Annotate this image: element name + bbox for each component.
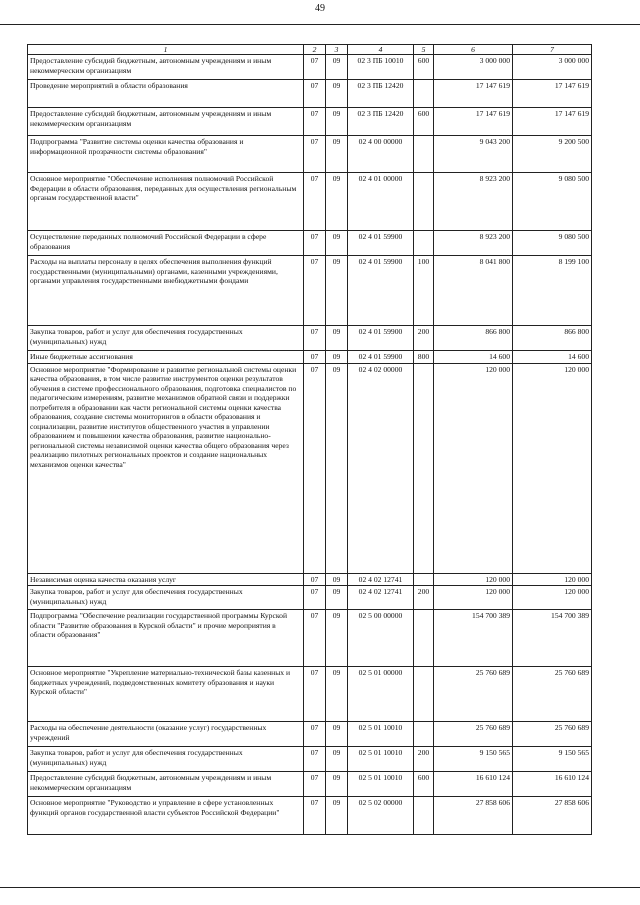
row-sum-1: 14 600 <box>434 351 513 363</box>
row-sum-2: 866 800 <box>513 326 592 351</box>
row-pr: 09 <box>326 747 348 772</box>
row-pr: 09 <box>326 173 348 231</box>
row-sum-1: 25 760 689 <box>434 667 513 722</box>
row-sum-2: 9 080 500 <box>513 231 592 256</box>
row-sum-2: 17 147 619 <box>513 108 592 136</box>
row-vr: 200 <box>414 586 434 610</box>
row-sum-1: 154 700 389 <box>434 610 513 667</box>
row-vr <box>414 722 434 747</box>
budget-table <box>27 44 592 835</box>
row-sum-2: 120 000 <box>513 363 592 573</box>
row-name: Основное мероприятие "Обеспечение исполнения полномочий Российской Федерации в области образования, переданных для осуществления региональным органам государственной власти" <box>28 173 304 231</box>
row-name: Основное мероприятие "Формирование и развитие региональной системы оценки качества образования, в том числе развитие инструментов оценки результатов обучения в системе профессионального образования, подготовка специалистов по педагогическим измерениям, развитие механизмов обратной связи и поддержки потребителя в образовании как части региональной системы оценки качества образования, создание системы мониторингов в области образования и социализации, развитие институтов общественного участия в управлении образованием и повышении качества образования, развитие национально- региональной системы независимой оценки качества общего образования через реализацию пилотных региональных проектов и создание национальных механизмов оценки качества" <box>28 363 304 573</box>
row-sum-1: 120 000 <box>434 363 513 573</box>
row-vr <box>414 573 434 585</box>
row-pr: 09 <box>326 231 348 256</box>
table-row <box>28 173 592 231</box>
row-pr: 09 <box>326 108 348 136</box>
row-vr <box>414 173 434 231</box>
row-rz: 07 <box>304 351 326 363</box>
col-header: 4 <box>348 45 414 55</box>
row-csr: 02 4 01 59900 <box>348 326 414 351</box>
row-name: Расходы на обеспечение деятельности (оказание услуг) государственных учреждений <box>28 722 304 747</box>
row-csr: 02 4 01 59900 <box>348 231 414 256</box>
row-csr: 02 4 02 00000 <box>348 363 414 573</box>
row-name: Расходы на выплаты персоналу в целях обеспечения выполнения функций государственными (муниципальными) органами, казенными учреждениями, органами управления государственными внебюджетными фондами <box>28 256 304 326</box>
row-pr: 09 <box>326 326 348 351</box>
row-csr: 02 4 02 12741 <box>348 586 414 610</box>
row-name: Проведение мероприятий в области образования <box>28 80 304 108</box>
row-csr: 02 4 01 59900 <box>348 351 414 363</box>
row-sum-2: 120 000 <box>513 586 592 610</box>
row-rz: 07 <box>304 136 326 173</box>
row-rz: 07 <box>304 667 326 722</box>
row-vr <box>414 797 434 835</box>
header-row <box>28 45 592 55</box>
row-name: Подпрограмма "Обеспечение реализации государственной программы Курской области "Развитие образования в Курской области" и прочие мероприятия в области образования" <box>28 610 304 667</box>
row-csr: 02 3 ПБ 12420 <box>348 80 414 108</box>
row-name: Осуществление переданных полномочий Российской Федерации в сфере образования <box>28 231 304 256</box>
row-sum-2: 25 760 689 <box>513 722 592 747</box>
table-row <box>28 80 592 108</box>
row-rz: 07 <box>304 610 326 667</box>
row-vr: 600 <box>414 55 434 80</box>
row-sum-2: 3 000 000 <box>513 55 592 80</box>
table-row <box>28 772 592 797</box>
row-name: Предоставление субсидий бюджетным, автономным учреждениям и иным некоммерческим организациям <box>28 55 304 80</box>
row-vr: 600 <box>414 772 434 797</box>
row-csr: 02 4 01 59900 <box>348 256 414 326</box>
row-pr: 09 <box>326 797 348 835</box>
row-pr: 09 <box>326 610 348 667</box>
table-row <box>28 326 592 351</box>
row-sum-1: 8 041 800 <box>434 256 513 326</box>
row-vr: 600 <box>414 108 434 136</box>
row-vr <box>414 231 434 256</box>
row-name: Закупка товаров, работ и услуг для обеспечения государственных (муниципальных) нужд <box>28 586 304 610</box>
row-sum-2: 17 147 619 <box>513 80 592 108</box>
row-name: Предоставление субсидий бюджетным, автономным учреждениям и иным некоммерческим организациям <box>28 772 304 797</box>
row-csr: 02 5 01 10010 <box>348 722 414 747</box>
row-rz: 07 <box>304 80 326 108</box>
row-sum-2: 8 199 100 <box>513 256 592 326</box>
row-pr: 09 <box>326 363 348 573</box>
row-vr <box>414 363 434 573</box>
row-rz: 07 <box>304 747 326 772</box>
row-sum-1: 17 147 619 <box>434 108 513 136</box>
row-csr: 02 4 01 00000 <box>348 173 414 231</box>
row-sum-2: 9 200 500 <box>513 136 592 173</box>
row-name: Основное мероприятие "Укрепление материально-технической базы казенных и бюджетных учреждений, подведомственных комитету образования и науки Курской области" <box>28 667 304 722</box>
row-vr: 200 <box>414 747 434 772</box>
row-sum-2: 120 000 <box>513 573 592 585</box>
row-pr: 09 <box>326 573 348 585</box>
table-row <box>28 363 592 573</box>
col-header: 3 <box>326 45 348 55</box>
col-header: 7 <box>513 45 592 55</box>
row-sum-2: 154 700 389 <box>513 610 592 667</box>
row-name: Иные бюджетные ассигнования <box>28 351 304 363</box>
top-rule <box>0 24 640 25</box>
row-csr: 02 5 02 00000 <box>348 797 414 835</box>
row-pr: 09 <box>326 55 348 80</box>
table-row <box>28 231 592 256</box>
row-csr: 02 5 01 10010 <box>348 772 414 797</box>
row-csr: 02 5 00 00000 <box>348 610 414 667</box>
row-name: Закупка товаров, работ и услуг для обеспечения государственных (муниципальных) нужд <box>28 326 304 351</box>
row-sum-1: 120 000 <box>434 586 513 610</box>
row-pr: 09 <box>326 351 348 363</box>
row-vr: 100 <box>414 256 434 326</box>
row-rz: 07 <box>304 256 326 326</box>
row-csr: 02 3 ПБ 12420 <box>348 108 414 136</box>
row-rz: 07 <box>304 55 326 80</box>
table-row <box>28 586 592 610</box>
row-pr: 09 <box>326 722 348 747</box>
row-pr: 09 <box>326 772 348 797</box>
row-sum-1: 866 800 <box>434 326 513 351</box>
row-sum-2: 9 080 500 <box>513 173 592 231</box>
row-sum-2: 25 760 689 <box>513 667 592 722</box>
row-sum-2: 16 610 124 <box>513 772 592 797</box>
row-sum-1: 16 610 124 <box>434 772 513 797</box>
row-sum-1: 17 147 619 <box>434 80 513 108</box>
row-rz: 07 <box>304 772 326 797</box>
row-sum-1: 27 858 606 <box>434 797 513 835</box>
row-vr <box>414 610 434 667</box>
row-sum-1: 9 150 565 <box>434 747 513 772</box>
row-vr <box>414 80 434 108</box>
page-number: 49 <box>315 3 325 14</box>
col-header: 5 <box>414 45 434 55</box>
row-rz: 07 <box>304 722 326 747</box>
table-row <box>28 136 592 173</box>
row-pr: 09 <box>326 256 348 326</box>
row-rz: 07 <box>304 363 326 573</box>
row-rz: 07 <box>304 231 326 256</box>
row-pr: 09 <box>326 136 348 173</box>
table-row <box>28 797 592 835</box>
row-sum-1: 25 760 689 <box>434 722 513 747</box>
row-name: Основное мероприятие "Руководство и управление в сфере установленных функций органов государственной власти субъектов Российской Федерации" <box>28 797 304 835</box>
row-rz: 07 <box>304 326 326 351</box>
row-vr: 800 <box>414 351 434 363</box>
row-csr: 02 3 ПБ 10010 <box>348 55 414 80</box>
row-csr: 02 4 02 12741 <box>348 573 414 585</box>
row-sum-2: 14 600 <box>513 351 592 363</box>
row-name: Подпрограмма "Развитие системы оценки качества образования и информационной прозрачности системы образования" <box>28 136 304 173</box>
col-header: 6 <box>434 45 513 55</box>
row-sum-1: 120 000 <box>434 573 513 585</box>
table-row <box>28 256 592 326</box>
row-rz: 07 <box>304 797 326 835</box>
row-pr: 09 <box>326 586 348 610</box>
table-row <box>28 55 592 80</box>
table-row <box>28 722 592 747</box>
row-rz: 07 <box>304 573 326 585</box>
row-sum-1: 9 043 200 <box>434 136 513 173</box>
row-rz: 07 <box>304 173 326 231</box>
row-vr <box>414 667 434 722</box>
row-name: Закупка товаров, работ и услуг для обеспечения государственных (муниципальных) нужд <box>28 747 304 772</box>
row-vr <box>414 136 434 173</box>
table-row <box>28 667 592 722</box>
row-sum-1: 8 923 200 <box>434 231 513 256</box>
col-header: 1 <box>28 45 304 55</box>
row-sum-1: 3 000 000 <box>434 55 513 80</box>
bottom-rule <box>0 887 640 888</box>
table-row <box>28 573 592 585</box>
row-name: Независимая оценка качества оказания услуг <box>28 573 304 585</box>
table-row <box>28 747 592 772</box>
row-csr: 02 4 00 00000 <box>348 136 414 173</box>
table-row <box>28 610 592 667</box>
row-name: Предоставление субсидий бюджетным, автономным учреждениям и иным некоммерческим организациям <box>28 108 304 136</box>
row-pr: 09 <box>326 80 348 108</box>
table-row <box>28 351 592 363</box>
row-sum-2: 27 858 606 <box>513 797 592 835</box>
row-csr: 02 5 01 10010 <box>348 747 414 772</box>
row-sum-2: 9 150 565 <box>513 747 592 772</box>
row-vr: 200 <box>414 326 434 351</box>
row-csr: 02 5 01 00000 <box>348 667 414 722</box>
row-rz: 07 <box>304 108 326 136</box>
row-pr: 09 <box>326 667 348 722</box>
col-header: 2 <box>304 45 326 55</box>
row-rz: 07 <box>304 586 326 610</box>
table-row <box>28 108 592 136</box>
row-sum-1: 8 923 200 <box>434 173 513 231</box>
